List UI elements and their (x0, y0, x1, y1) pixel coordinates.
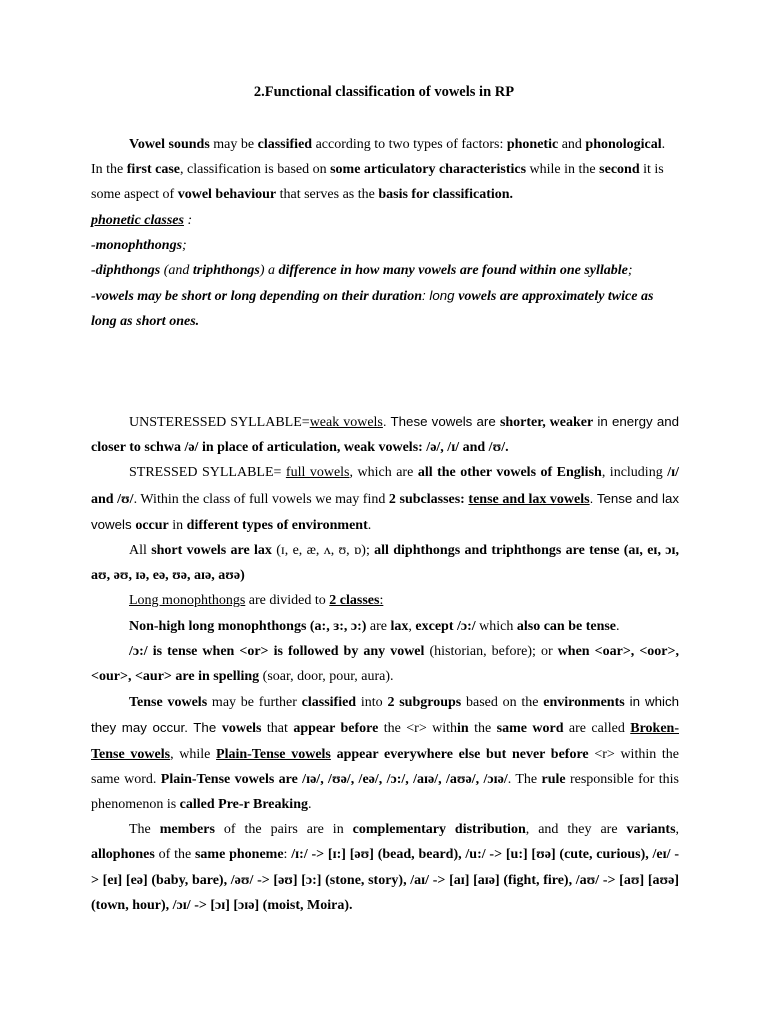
text-run: vowels are approximately twice as long as short ones. (91, 289, 654, 330)
text-run: . (307, 797, 312, 813)
text-run: , and they are (525, 822, 627, 838)
text-run: /ɪ:/ -> [ɪ:] [əʊ] (bead, beard), /u:/ -> [u:] [ʊə] (cute, curious), /eɪ/ -> [eɪ] [eə] (baby, bare), /əʊ/ -> [əʊ] [ɔ:] (stone, story), /aɪ/ -> [aɪ] [aɪə] (fight, fire), /aʊ/ -> [aʊ] [aʊə] (town, hour), /ɔɪ/ -> [ɔɪ] [ɔɪə] (moist, Moira). (91, 847, 680, 913)
text-run: phonological (585, 137, 662, 152)
text-run: vowel behaviour (177, 187, 277, 203)
text-run: ; (182, 237, 187, 253)
text-run: all diphthongs and triphthongs are tense (374, 543, 620, 559)
text-run: tense and lax vowels (468, 491, 590, 507)
text-run: , which are (349, 465, 418, 481)
text-run: 2 subclasses: (388, 491, 465, 507)
paragraph-lax-tense (91, 538, 679, 588)
text-run: in (457, 721, 469, 737)
text-run: variants (626, 822, 676, 838)
text-run: called Pre-r Breaking (179, 797, 308, 813)
text-run: some articulatory characteristics (330, 162, 527, 178)
text-run: appear everywhere else but never before (336, 746, 589, 762)
text-run: . Within the class of full vowels we may find (133, 491, 389, 507)
text-run: vowels (221, 721, 262, 737)
text-run: that serves as the (276, 187, 379, 203)
text-run: , classification is based on (180, 162, 331, 178)
main-section (91, 409, 679, 918)
text-run: (soar, door, pour, aura). (259, 669, 394, 685)
text-run: : long (421, 288, 459, 304)
text-run: (and (160, 263, 193, 279)
intro-section (91, 132, 679, 335)
text-run: members (159, 822, 215, 838)
text-run: Long monophthongs (129, 593, 246, 609)
text-run: . Tense and lax vowels (91, 490, 680, 532)
text-run: 2 classes (329, 593, 380, 609)
text-run: in (168, 517, 187, 533)
text-run: . (367, 517, 372, 533)
text-run: (ɪ, e, æ, ʌ, ʊ, ɒ); (271, 543, 375, 559)
text-run: that (261, 721, 294, 737)
text-run: are (366, 618, 391, 634)
text-run: lax (390, 618, 409, 634)
phonetic-classes-heading (91, 208, 679, 233)
text-run: may be (209, 137, 258, 152)
text-run: . The (507, 771, 542, 787)
text-run: different types of environment (186, 517, 368, 533)
text-run: Tense vowels (129, 695, 208, 711)
text-run: are divided to (245, 593, 330, 609)
text-run: may be further (207, 695, 302, 711)
text-run: Broken-Tense vowels (91, 721, 679, 762)
text-run: of the pairs are in (214, 822, 353, 838)
text-run: in which they may occur. The (91, 694, 679, 736)
text-run: second (599, 162, 640, 178)
text-run: allophones (91, 847, 155, 863)
paragraph-long-monophthongs (91, 588, 679, 613)
text-run: The (129, 822, 160, 838)
text-run: occur (135, 517, 169, 533)
text-run: (aɪ, eɪ, ɔɪ, aʊ, əʊ, ɪə, eə, ʊə, aɪə, aʊə) (91, 543, 679, 584)
text-run: same word (496, 721, 564, 737)
text-run: Plain-Tense vowels (216, 746, 331, 762)
text-run: appear before (293, 721, 379, 737)
paragraph-allophones (91, 817, 679, 918)
text-run: phonetic (506, 137, 559, 152)
text-run: ) a (259, 263, 279, 279)
text-run: , (408, 618, 416, 634)
text-run: basis for classification. (378, 187, 514, 203)
text-run: full vowels (285, 465, 350, 481)
text-run: which (475, 618, 517, 634)
text-run: except /ɔ:/ (415, 618, 476, 634)
text-run: classified (257, 137, 313, 152)
text-run: the <r> with (378, 721, 458, 737)
paragraph-or-tense (91, 639, 679, 689)
text-run: all the other vowels of English (417, 465, 602, 481)
text-run: difference in how many vowels are found within one syllable (278, 263, 628, 279)
list-item-monophthongs (91, 233, 679, 258)
text-run: into (356, 695, 388, 711)
text-run: the (468, 721, 497, 737)
text-run: according to two types of factors: (312, 137, 507, 152)
text-run: based on the (461, 695, 544, 711)
text-run: . In the (91, 137, 666, 178)
text-run: while in the (526, 162, 600, 178)
text-run: complementary distribution (352, 822, 526, 838)
text-run: . These vowels are (382, 414, 500, 429)
text-run: Plain-Tense vowels are /ɪə/, /ʊə/, /eə/, /ɔ:/, /aɪə/, /aʊə/, /ɔɪə/ (160, 771, 508, 787)
text-run: phonetic classes (91, 212, 184, 228)
text-run: . (616, 618, 620, 634)
text-run: : (283, 847, 292, 863)
list-item-diphthongs (91, 258, 679, 283)
text-run: responsible for this phenomenon is (91, 771, 679, 813)
text-run: -vowels may be short or long depending on their duration (91, 289, 422, 305)
text-run: <r> within the same word. (91, 746, 680, 787)
paragraph-stressed (91, 460, 679, 538)
text-run: , including (601, 465, 668, 481)
text-run: UNSTERESSED SYLLABLE= (129, 415, 310, 430)
text-run: , (675, 822, 680, 838)
text-run: (historian, before); or (424, 643, 558, 659)
text-run: and (558, 137, 586, 152)
text-run: : (379, 593, 384, 609)
text-run: are called (563, 721, 631, 737)
intro-paragraph (91, 132, 679, 208)
text-run: Vowel sounds (129, 137, 210, 152)
text-run: shorter, weaker (499, 415, 594, 430)
text-run: All (129, 543, 152, 559)
text-run: 2 subgroups (387, 695, 462, 711)
list-item-duration (91, 283, 679, 334)
paragraph-non-high (91, 614, 679, 639)
text-run: short vowels are lax (151, 543, 272, 559)
text-run: first case (126, 162, 181, 178)
text-run: triphthongs (192, 263, 260, 279)
text-run: classified (301, 695, 357, 711)
text-run: when <oar>, <oor>, <our>, <aur> are in spelling (91, 643, 679, 685)
text-run: -diphthongs (91, 263, 161, 279)
text-run: /ɪ/ and /ʊ/ (91, 465, 679, 507)
paragraph-unstressed (91, 409, 679, 460)
text-run: : (183, 212, 193, 228)
text-run: weak vowels (309, 415, 383, 430)
text-run: rule (541, 771, 566, 787)
text-run: Non-high long monophthongs (a:, ɜ:, ɔ:) (129, 618, 367, 634)
text-run: of the (154, 847, 195, 863)
text-run: environments (543, 695, 625, 711)
text-run: closer to schwa /ə/ in place of articulation, weak vowels: /ə/, /ɪ/ and /ʊ/. (91, 440, 509, 456)
text-run: in energy and (593, 414, 679, 429)
paragraph-tense-subgroups (91, 689, 679, 817)
page-title: 2.Functional classification of vowels in RP (253, 84, 515, 100)
text-run: ; (627, 263, 633, 279)
text-run: it is some aspect of (91, 162, 664, 203)
text-run: STRESSED SYLLABLE= (129, 465, 286, 481)
text-run: /ɔ:/ is tense when <or> is followed by any vowel (129, 643, 425, 659)
text-run: -monophthongs (91, 237, 183, 253)
text-run: also can be tense (516, 618, 617, 634)
text-run: same phoneme (194, 847, 284, 863)
text-run: , while (170, 746, 217, 762)
